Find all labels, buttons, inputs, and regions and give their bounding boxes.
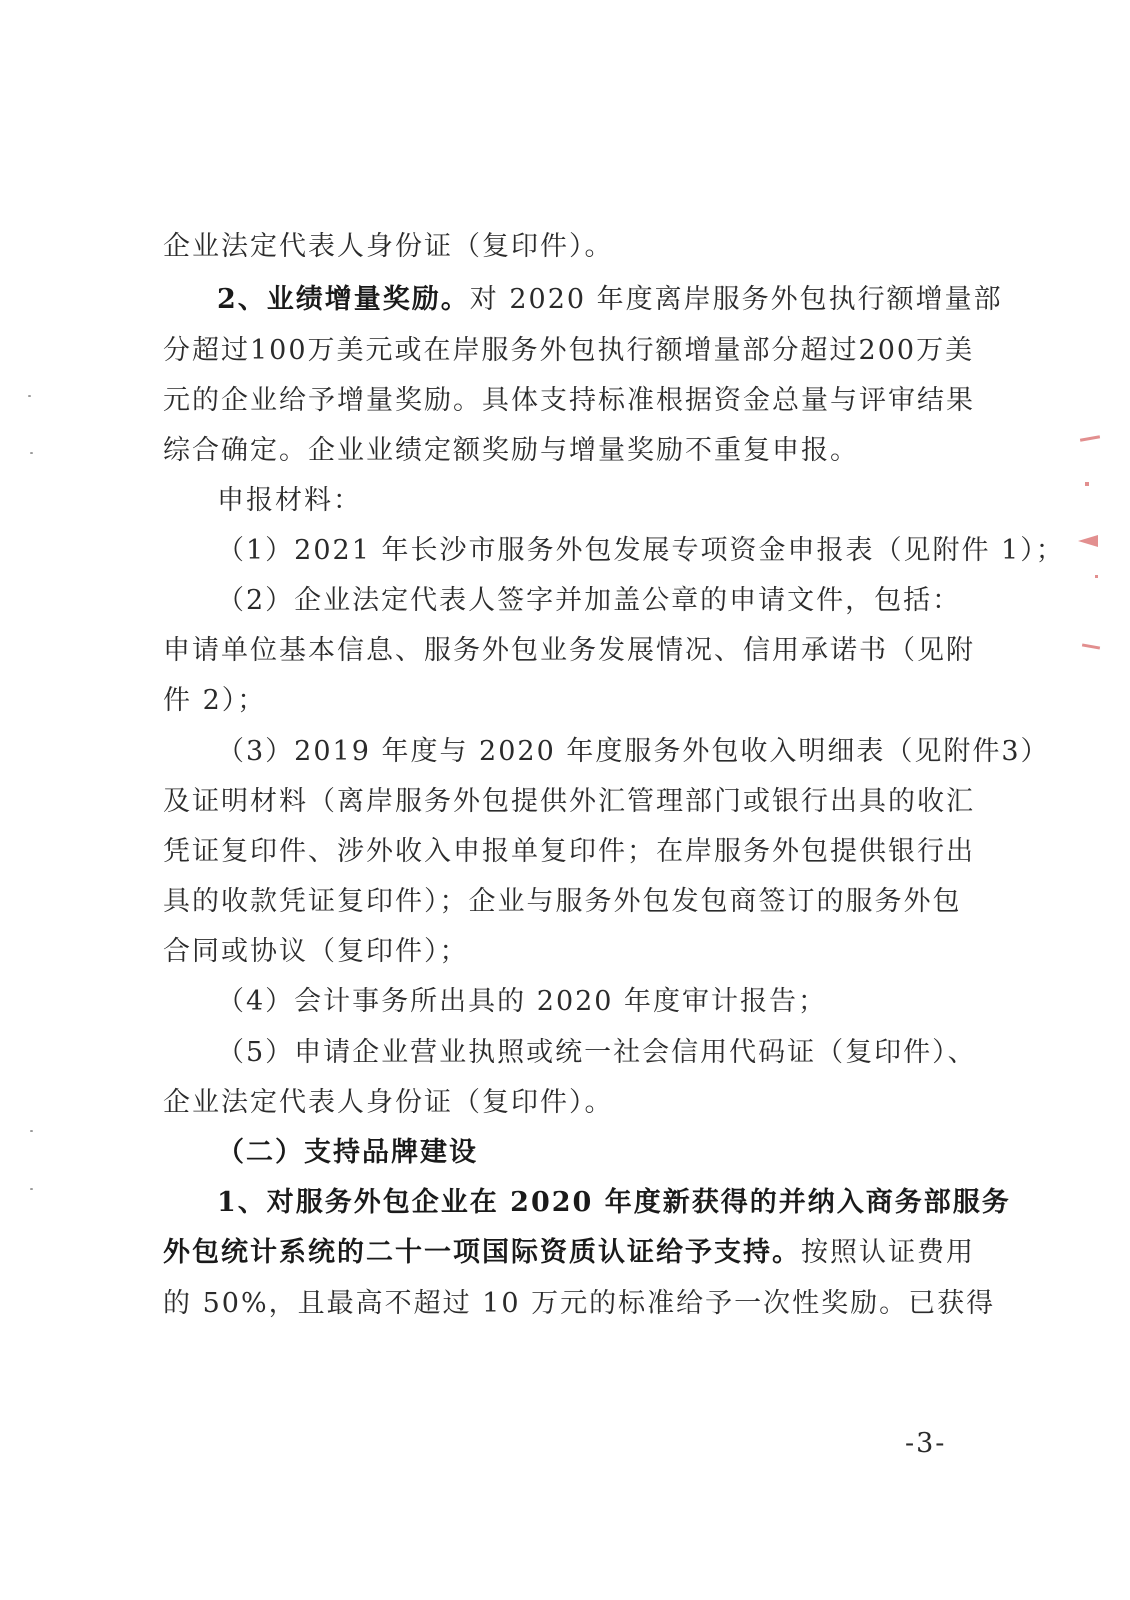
scan-speck: [30, 1130, 33, 1132]
list-item: （3）2019 年度与 2020 年度服务外包收入明细表（见附件3）: [217, 736, 1050, 767]
materials-label: 申报材料：: [217, 485, 362, 516]
text-line: 的 50%，且最高不超过 10 万元的标准给予一次性奖励。已获得: [163, 1288, 996, 1319]
list-item: （5）申请企业营业执照或统一社会信用代码证（复印件）、: [217, 1037, 977, 1068]
scan-speck: [28, 395, 31, 397]
scan-speck: [30, 452, 33, 454]
text-line: 申请单位基本信息、服务外包业务发展情况、信用承诺书（见附: [163, 635, 975, 666]
list-item: （4）会计事务所出具的 2020 年度审计报告；: [217, 986, 828, 1017]
stamp-edge-mark: [1095, 575, 1098, 578]
text-line: 综合确定。企业业绩定额奖励与增量奖励不重复申报。: [163, 435, 859, 466]
text-line: 元的企业给予增量奖励。具体支持标准根据资金总量与评审结果: [163, 385, 975, 416]
text-line: 企业法定代表人身份证（复印件）。: [163, 1087, 614, 1118]
paragraph-line: [217, 283, 1017, 317]
stamp-edge-mark: [1080, 435, 1100, 441]
text-line: 分超过100万美元或在岸服务外包执行额增量部分超过200万美: [163, 335, 975, 366]
list-item: （2）企业法定代表人签字并加盖公章的申请文件，包括：: [217, 585, 962, 616]
scan-speck: [30, 1188, 33, 1190]
text-line: 合同或协议（复印件）；: [163, 936, 469, 967]
paragraph-line: [163, 1236, 975, 1270]
page-number: -3-: [905, 1428, 947, 1459]
text-line: 及证明材料（离岸服务外包提供外汇管理部门或银行出具的收汇: [163, 786, 975, 817]
section-heading-performance-increment: 2、业绩增量奖励。: [217, 284, 470, 315]
text-span: 按照认证费用: [801, 1237, 975, 1268]
text-line: 凭证复印件、涉外收入申报单复印件；在岸服务外包提供银行出: [163, 836, 975, 867]
text-span: 外包统计系统的二十一项国际资质认证给予支持。: [163, 1237, 801, 1268]
stamp-edge-mark: [1082, 643, 1100, 649]
section-heading-brand-building: （二）支持品牌建设: [217, 1137, 478, 1168]
text-line: 件 2）；: [163, 685, 267, 716]
stamp-edge-mark: [1078, 535, 1098, 547]
text-line: 具的收款凭证复印件）；企业与服务外包发包商签订的服务外包: [163, 886, 962, 917]
text-line: 企业法定代表人身份证（复印件）。: [163, 231, 614, 262]
list-item: （1）2021 年长沙市服务外包发展专项资金申报表（见附件 1）；: [217, 535, 1065, 566]
text-span: 对 2020 年度离岸服务外包执行额增量部: [469, 284, 1003, 315]
text-line: 1、对服务外包企业在 2020 年度新获得的并纳入商务部服务: [217, 1187, 1011, 1218]
stamp-edge-mark: [1085, 482, 1089, 486]
